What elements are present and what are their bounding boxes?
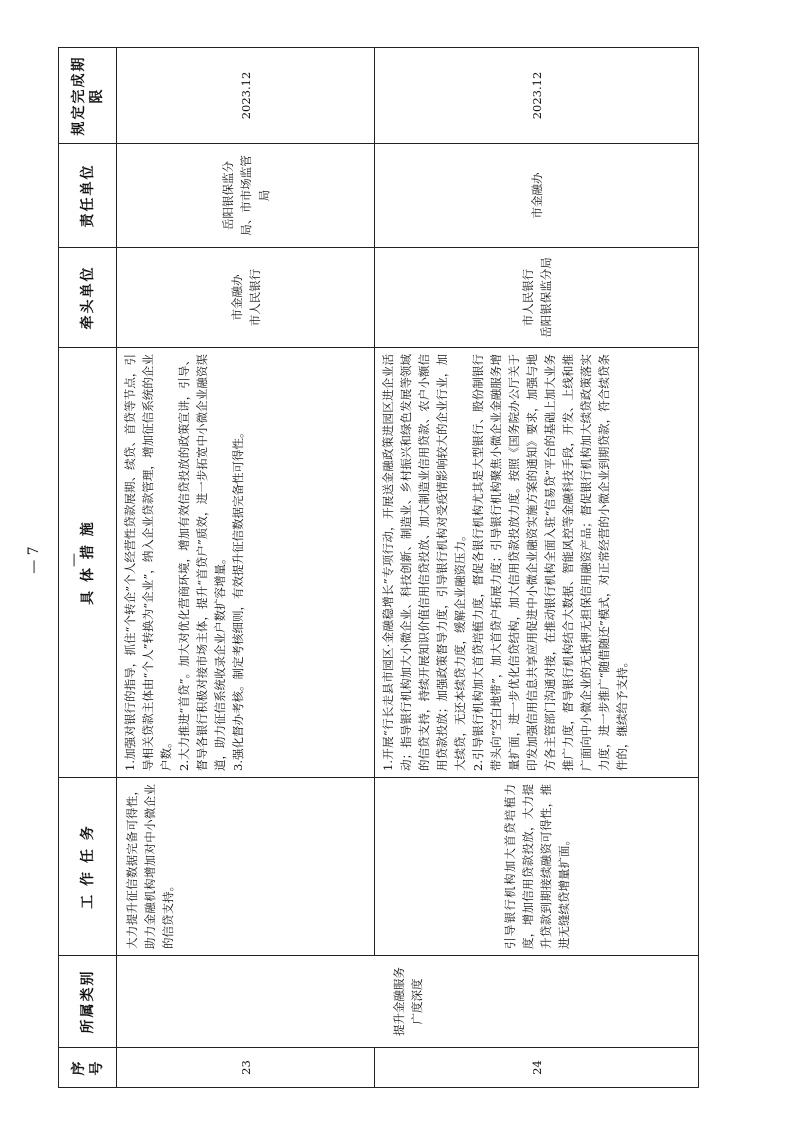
header-measures: 具 体 措 施: [59, 348, 117, 778]
table-row: [117, 48, 375, 1088]
header-row: [59, 48, 117, 1088]
row-measures: [117, 348, 375, 778]
rotated-table-container: [58, 48, 698, 1088]
measure-item: 1.开展“行长走县市园区·金融稳增长”专项行动，开展送金融政策进园区进企业活动；指导银行机构加大小微企业、科技创新、制造业、乡村振兴和绿色发展等领域的信贷支持，持续开展知识价值信用信贷投放、加大制造业信用贷款、农户小额信用贷款投放；加强政策督导力度，引导银行机构对受疫情影响较大的企业行业，加大续贷，无还本续贷力度，缓解企业融资压力。: [381, 354, 467, 771]
row-seq: 24: [375, 1048, 699, 1088]
measure-item: 3.强化督办考核。制定考核细则，有效提升征信数据完备性可得性。: [231, 426, 245, 771]
row-deadline: 2023.12: [117, 48, 375, 144]
measures-table: [58, 47, 699, 1088]
row-seq: 23: [117, 1048, 375, 1088]
row-lead-unit: 市人民银行 岳阳银保监分局: [375, 248, 699, 348]
row-measures: [375, 348, 699, 778]
row-task: 引导银行机构加大首贷培植力度，增加信用贷款投放，大力提升贷款到期接续融资可得性，推进无缝续贷增量扩面。: [375, 778, 699, 956]
header-lead: 牵头单位: [59, 248, 117, 348]
header-seq: 序号: [59, 1048, 117, 1088]
row-responsible-unit: 岳阳银保监分局、市市场监管局: [117, 144, 375, 248]
table-row: [375, 48, 699, 1088]
row-lead-unit: 市金融办 市人民银行: [117, 248, 375, 348]
header-deadline: 规定完成期限: [59, 48, 117, 144]
row-task: 大力提升征信数据完备可得性，助力金融机构增加对中小微企业的信贷支持。: [117, 778, 375, 956]
header-task: 工 作 任 务: [59, 778, 117, 956]
measure-item: 2.大力推进“首贷”。加大对优化营商环境，增加有效信贷投放的政策宣讲，引导、督导各银行积极对接市场主体，提升“首贷户”质效，进一步拓宽中小微企业融资渠道，助力征信系统收录企业户数扩容增量。: [177, 354, 227, 771]
row-category: 提升金融服务广度深度: [117, 956, 699, 1048]
row-responsible-unit: 市金融办: [375, 144, 699, 248]
row-deadline: 2023.12: [375, 48, 699, 144]
header-category: 所属类别: [59, 956, 117, 1048]
header-responsible: 责任单位: [59, 144, 117, 248]
measure-item: 1.加强对银行的指导，抓住“个转企”个人经营性贷款展期、续贷、首贷等节点，引导相关贷款主体由“个人”转换为“企业”，纳入企业贷款管理，增加征信系统的企业户数。: [123, 354, 173, 771]
page-number: — 7 —: [26, 546, 82, 574]
measure-item: 2.引导银行机构加大首贷培植力度，督促各银行机构尤其是大型银行、股份制银行带头向“空白地带”，加大首贷户拓展力度；引导银行机构聚焦小微企业金融服务增量扩面，进一步优化信贷结构，加大信用贷款投放力度。按照《国务院办公厅关于印发加强信用信息共享应用促进中小微企业融资实施方案的通知》要求，加强与地方各主管部门沟通对接，在推动银行机构全面入驻“信易贷”平台的基础上加大业务推广力度，督导银行机构结合大数据、智能风控等金融科技手段，开发、上线和推广面向中小微企业的无抵押无担保信用融资产品；督促银行机构加大续贷政策落实力度，进一步推广“随借随还”模式，对正常经营的小微企业到期贷款，符合续贷条件的，继续给予支持。: [471, 354, 629, 771]
